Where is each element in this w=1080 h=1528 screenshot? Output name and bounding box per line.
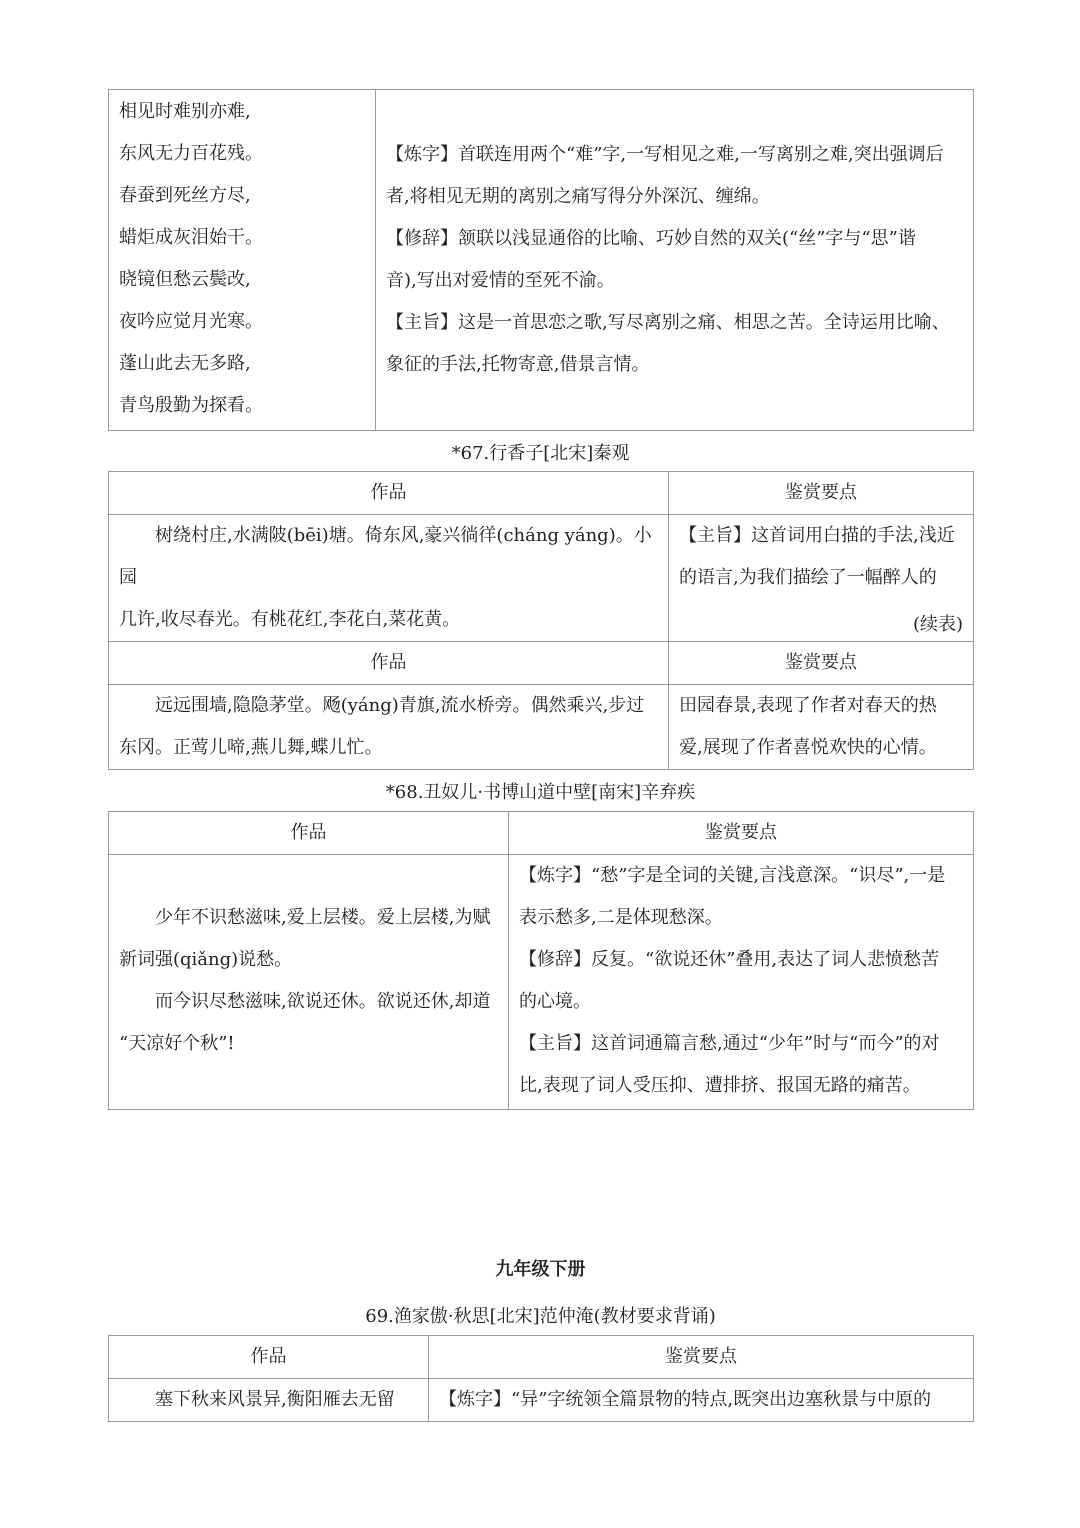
grade-heading: 九年级下册 [495,1259,586,1280]
note-line: 音),写出对爱情的至死不渝。 [386,270,615,291]
note-line: 的心境。 [519,991,591,1012]
note-line: 表示愁多,二是体现愁深。 [519,907,723,928]
work-cell [109,1379,429,1422]
section-67-table [108,471,973,642]
work-line: 而今识尽愁滋味,欲说还休。欲说还休,却道 [155,991,491,1012]
notes-cell [429,1379,974,1422]
poem-line: 相见时难别亦难, [119,101,251,122]
work-line: 东冈。正莺儿啼,燕儿舞,蝶儿忙。 [119,737,383,758]
work-line: 新词强(qiǎng)说愁。 [119,949,293,970]
header-notes: 鉴赏要点 [509,812,974,855]
work-line: 树绕村庄,水满陂(bēi)塘。倚东风,豪兴徜徉(cháng yáng)。小园 [119,525,652,588]
section-67-title: *67.行香子[北宋]秦观 [451,443,630,464]
poem-line: 夜吟应觉月光寒。 [119,311,263,332]
note-line: 的语言,为我们描绘了一幅醉人的 [679,567,937,588]
header-notes: 鉴赏要点 [429,1336,974,1379]
work-cell [109,855,509,1110]
work-line: 少年不识愁滋味,爱上层楼。爱上层楼,为赋 [155,907,491,928]
notes-cell [376,90,974,431]
note-line: 【炼字】首联连用两个“难”字,一写相见之难,一写离别之难,突出强调后 [386,144,944,165]
poem-line: 青鸟殷勤为探看。 [119,395,263,416]
header-work: 作品 [109,472,669,515]
poem-line: 晓镜但愁云鬓改, [119,269,251,290]
note-line: 【炼字】“愁”字是全词的关键,言浅意深。“识尽”,一是 [519,865,946,886]
poem-line: 蓬山此去无多路, [119,353,251,374]
note-line: 【修辞】反复。“欲说还休”叠用,表达了词人悲愤愁苦 [519,949,940,970]
note-line: 【炼字】“异”字统领全篇景物的特点,既突出边塞秋景与中原的 [439,1389,932,1410]
note-line: 【主旨】这首词通篇言愁,通过“少年”时与“而今”的对 [519,1033,940,1054]
note-line: 比,表现了词人受压抑、遭排挤、报国无路的痛苦。 [519,1075,921,1096]
work-line: 几许,收尽春光。有桃花红,李花白,菜花黄。 [119,609,461,630]
section-69-table [108,1335,973,1422]
note-line: 爱,展现了作者喜悦欢快的心情。 [679,737,937,758]
poem-line: 东风无力百花残。 [119,143,263,164]
header-notes: 鉴赏要点 [669,642,974,685]
notes-cell [509,855,974,1110]
work-cell [109,685,669,770]
note-line: 【修辞】颔联以浅显通俗的比喻、巧妙自然的双关(“丝”字与“思”谐 [386,228,916,249]
notes-cell [669,685,974,770]
poem-line: 蜡炬成灰泪始干。 [119,227,263,248]
header-work: 作品 [109,642,669,685]
note-line: 【主旨】这是一首思恋之歌,写尽离别之痛、相思之苦。全诗运用比喻、 [386,312,950,333]
poem-line: 春蚕到死丝方尽, [119,185,251,206]
continued-label: (续表) [912,614,963,635]
work-cell [109,515,669,642]
section-68-table [108,811,973,1110]
poem-table-1 [108,89,973,431]
header-work: 作品 [109,1336,429,1379]
note-line: 田园春景,表现了作者对春天的热 [679,695,937,716]
header-work: 作品 [109,812,509,855]
note-line: 【主旨】这首词用白描的手法,浅近 [679,525,955,546]
note-line: 象征的手法,托物寄意,借景言情。 [386,354,650,375]
section-68-title: *68.丑奴儿·书博山道中壁[南宋]辛弃疾 [385,782,696,803]
work-line: 塞下秋来风景异,衡阳雁去无留 [155,1389,395,1410]
section-67-table-continued [108,641,973,770]
work-line: “天凉好个秋”! [119,1033,235,1054]
poem-cell [109,90,376,431]
header-notes: 鉴赏要点 [669,472,974,515]
note-line: 者,将相见无期的离别之痛写得分外深沉、缠绵。 [386,186,770,207]
section-69-title: 69.渔家傲·秋思[北宋]范仲淹(教材要求背诵) [365,1306,716,1327]
work-line: 远远围墙,隐隐茅堂。飏(yáng)青旗,流水桥旁。偶然乘兴,步过 [155,695,645,716]
